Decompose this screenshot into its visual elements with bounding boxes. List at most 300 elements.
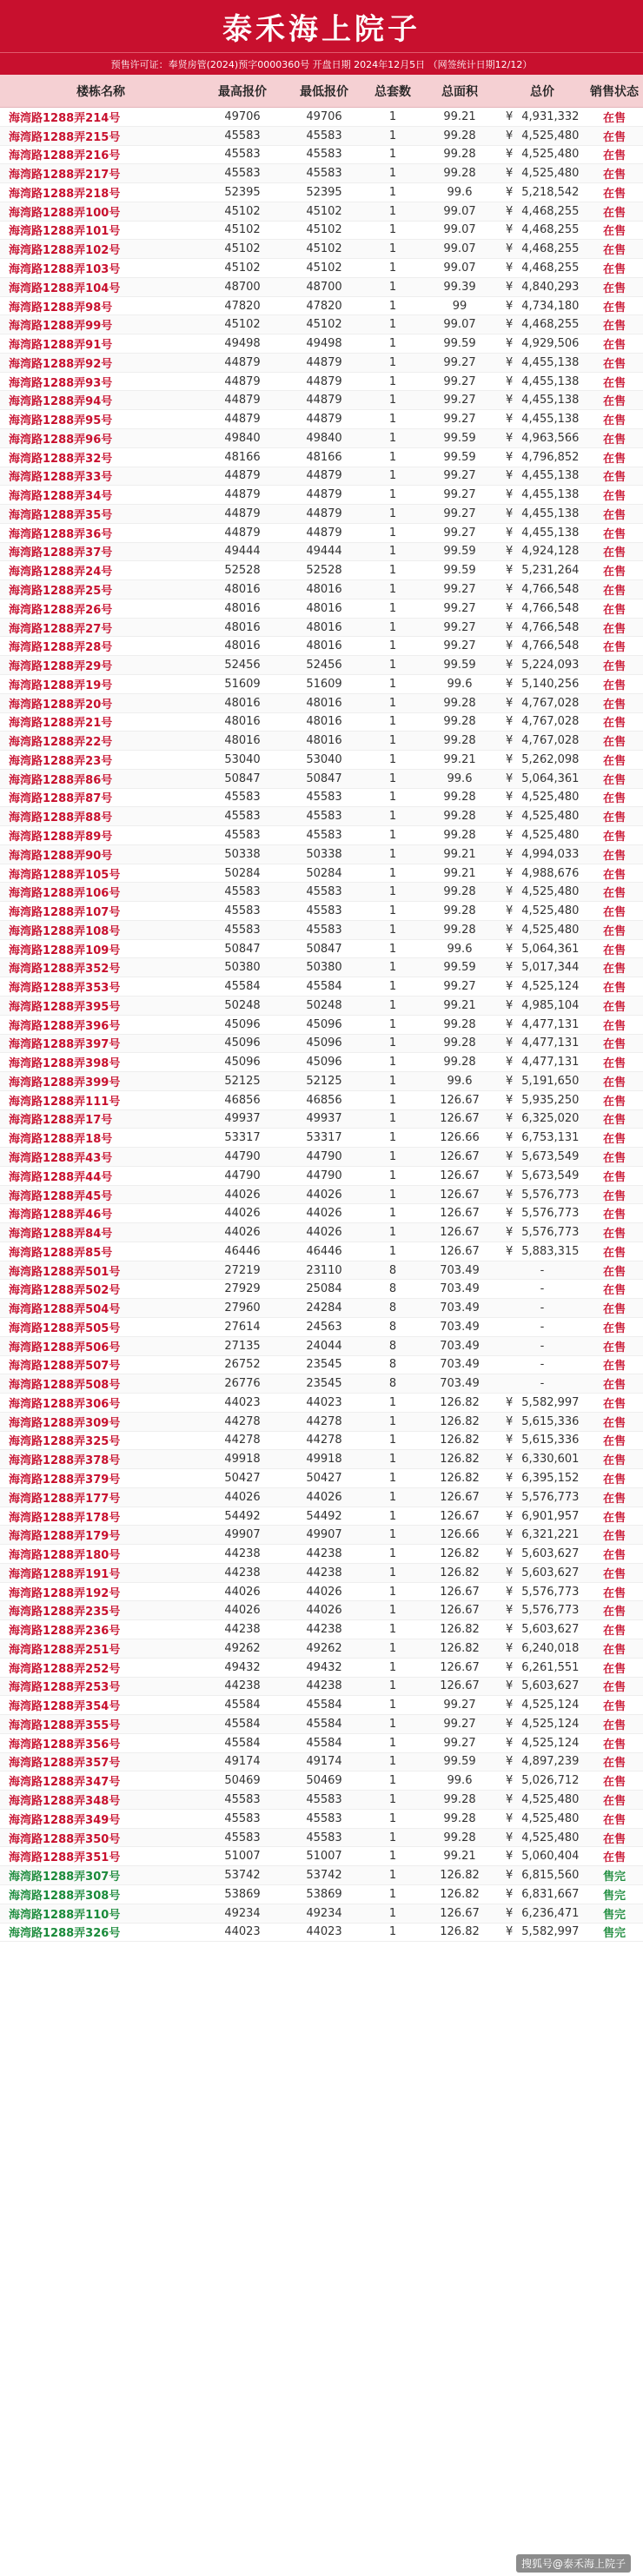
cell-building-name: 海湾路1288弄306号 [0,1394,202,1413]
cell-total-price [499,183,586,202]
table-row [0,410,643,429]
cell-total-area: 99.6 [421,1072,499,1091]
cell-total-area: 99.6 [421,769,499,788]
cell-min-price: 50847 [283,769,365,788]
cell-min-price: 46856 [283,1090,365,1109]
cell-unit-count: 1 [365,788,421,807]
cell-total-price [499,447,586,467]
cell-max-price: 52125 [202,1072,283,1091]
cell-total-area: 99.59 [421,958,499,977]
cell-total-area: 99.21 [421,996,499,1015]
cell-unit-count: 1 [365,391,421,410]
table-row [0,1809,643,1828]
currency-symbol: ¥ [506,734,514,748]
cell-sales-status: 在售 [586,1487,643,1507]
cell-min-price: 49432 [283,1658,365,1677]
cell-total-price [499,259,586,278]
cell-min-price: 52125 [283,1072,365,1091]
cell-total-price [499,1696,586,1715]
cell-total-price [499,788,586,807]
cell-total-area: 126.67 [421,1904,499,1923]
cell-building-name: 海湾路1288弄105号 [0,864,202,883]
cell-unit-count: 1 [365,1733,421,1752]
total-price-value: 5,191,650 [521,1074,580,1088]
cell-unit-count: 1 [365,844,421,864]
cell-min-price: 50248 [283,996,365,1015]
total-price-value: 4,525,480 [521,810,580,824]
cell-min-price: 47820 [283,296,365,315]
total-price-value: 5,603,627 [521,1623,580,1637]
cell-total-price [499,580,586,599]
table-row [0,334,643,354]
cell-max-price: 53040 [202,751,283,770]
cell-building-name: 海湾路1288弄85号 [0,1242,202,1261]
cell-total-area: 99 [421,296,499,315]
cell-max-price: 45583 [202,788,283,807]
table-row [0,277,643,296]
cell-total-area: 99.27 [421,1715,499,1734]
cell-sales-status: 在售 [586,1242,643,1261]
header-unit-count: 总套数 [365,75,421,108]
cell-building-name: 海湾路1288弄93号 [0,372,202,391]
currency-symbol: ¥ [506,1414,514,1428]
cell-sales-status: 在售 [586,108,643,127]
cell-building-name: 海湾路1288弄35号 [0,505,202,524]
cell-total-price [499,240,586,259]
cell-total-area: 99.59 [421,656,499,675]
table-row [0,429,643,448]
cell-sales-status: 在售 [586,1034,643,1053]
cell-unit-count: 1 [365,1620,421,1639]
table-row [0,656,643,675]
cell-min-price: 45096 [283,1034,365,1053]
total-price-value: 5,603,627 [521,1679,580,1693]
cell-sales-status: 在售 [586,542,643,561]
cell-sales-status: 在售 [586,1601,643,1620]
cell-building-name: 海湾路1288弄253号 [0,1677,202,1696]
cell-building-name: 海湾路1288弄92号 [0,353,202,372]
table-row [0,1526,643,1545]
total-price-value: 4,766,548 [521,601,580,615]
cell-min-price: 48166 [283,447,365,467]
cell-unit-count: 1 [365,599,421,618]
cell-unit-count: 1 [365,410,421,429]
total-price-value: 5,064,361 [521,942,580,956]
cell-max-price: 45583 [202,1828,283,1847]
currency-symbol: ¥ [506,1850,514,1864]
total-price-value: 4,840,293 [521,280,580,294]
cell-total-price [499,712,586,732]
cell-total-area: 99.27 [421,523,499,542]
currency-symbol: ¥ [506,148,514,162]
cell-max-price: 45583 [202,164,283,183]
cell-total-area: 99.28 [421,693,499,712]
cell-min-price: 44238 [283,1563,365,1582]
cell-total-area: 99.59 [421,542,499,561]
total-price-value: 5,615,336 [521,1414,580,1428]
cell-sales-status: 在售 [586,1355,643,1374]
cell-unit-count: 1 [365,126,421,145]
cell-total-area: 99.28 [421,1034,499,1053]
cell-unit-count: 1 [365,883,421,902]
cell-min-price: 44879 [283,505,365,524]
cell-total-area: 99.28 [421,788,499,807]
cell-sales-status: 在售 [586,1469,643,1488]
cell-max-price: 45584 [202,977,283,997]
total-price-value: 4,477,131 [521,1056,580,1069]
cell-sales-status: 在售 [586,769,643,788]
total-price-value: 4,468,255 [521,223,580,237]
currency-symbol: ¥ [506,866,514,880]
cell-sales-status: 在售 [586,296,643,315]
currency-symbol: ¥ [506,1244,514,1258]
cell-max-price: 52528 [202,561,283,580]
currency-symbol: ¥ [506,1566,514,1579]
cell-building-name: 海湾路1288弄89号 [0,826,202,845]
cell-total-price [499,883,586,902]
cell-building-name: 海湾路1288弄504号 [0,1299,202,1318]
cell-unit-count: 1 [365,202,421,221]
cell-sales-status: 在售 [586,693,643,712]
cell-sales-status: 在售 [586,1771,643,1791]
cell-total-price [499,561,586,580]
cell-min-price: 44238 [283,1620,365,1639]
cell-unit-count: 1 [365,769,421,788]
cell-total-price [499,1431,586,1450]
cell-min-price: 24284 [283,1299,365,1318]
cell-max-price: 49706 [202,108,283,127]
cell-unit-count: 8 [365,1299,421,1318]
cell-total-area: 99.59 [421,447,499,467]
cell-min-price: 53317 [283,1129,365,1148]
cell-max-price: 45102 [202,259,283,278]
cell-max-price: 46446 [202,1242,283,1261]
cell-building-name: 海湾路1288弄191号 [0,1563,202,1582]
cell-total-price [499,1412,586,1431]
cell-sales-status: 在售 [586,164,643,183]
total-price-value: 4,468,255 [521,262,580,275]
table-row [0,1374,643,1394]
cell-min-price: 45583 [283,902,365,921]
currency-symbol: ¥ [506,1453,514,1467]
total-price-value: 5,017,344 [521,961,580,975]
table-row [0,1828,643,1847]
cell-building-name: 海湾路1288弄34号 [0,486,202,505]
cell-unit-count: 1 [365,467,421,486]
total-price-value: 5,582,997 [521,1395,580,1409]
total-price-value: 4,525,480 [521,1811,580,1825]
total-price-value: 4,477,131 [521,1017,580,1031]
cell-max-price: 26776 [202,1374,283,1394]
cell-total-price [499,1223,586,1242]
cell-unit-count: 1 [365,1582,421,1601]
currency-symbol: ¥ [506,1131,514,1145]
cell-max-price: 49918 [202,1450,283,1469]
cell-total-price [499,1601,586,1620]
total-price-value: 4,897,239 [521,1755,580,1769]
cell-sales-status: 售完 [586,1923,643,1942]
cell-min-price: 50847 [283,939,365,958]
cell-building-name: 海湾路1288弄37号 [0,542,202,561]
currency-symbol: ¥ [506,262,514,275]
cell-unit-count: 1 [365,334,421,354]
table-row [0,826,643,845]
table-row [0,391,643,410]
cell-sales-status: 在售 [586,259,643,278]
cell-min-price: 48016 [283,580,365,599]
total-price-value: 4,525,124 [521,1717,580,1731]
cell-total-price [499,1318,586,1337]
cell-building-name: 海湾路1288弄96号 [0,429,202,448]
cell-building-name: 海湾路1288弄21号 [0,712,202,732]
cell-max-price: 45583 [202,1809,283,1828]
header-max-price: 最高报价 [202,75,283,108]
cell-total-area: 126.67 [421,1204,499,1223]
cell-unit-count: 1 [365,1109,421,1129]
cell-unit-count: 8 [365,1374,421,1394]
total-price-value: 5,615,336 [521,1434,580,1447]
cell-max-price: 27960 [202,1299,283,1318]
cell-total-price [499,920,586,939]
cell-sales-status: 在售 [586,958,643,977]
total-price-value: 4,468,255 [521,318,580,332]
cell-min-price: 49706 [283,108,365,127]
cell-building-name: 海湾路1288弄378号 [0,1450,202,1469]
table-row [0,145,643,164]
total-price-value: 5,218,542 [521,185,580,199]
cell-unit-count: 1 [365,1450,421,1469]
cell-unit-count: 1 [365,1904,421,1923]
cell-building-name: 海湾路1288弄98号 [0,296,202,315]
cell-total-price [499,1847,586,1866]
cell-min-price: 48016 [283,693,365,712]
currency-symbol: ¥ [506,923,514,937]
cell-unit-count: 8 [365,1280,421,1299]
total-price-value: - [540,1320,545,1334]
cell-total-price [499,1336,586,1355]
cell-building-name: 海湾路1288弄218号 [0,183,202,202]
cell-building-name: 海湾路1288弄29号 [0,656,202,675]
table-row [0,1412,643,1431]
table-row [0,467,643,486]
cell-sales-status: 在售 [586,1715,643,1734]
total-price-value: 6,815,560 [521,1869,580,1883]
table-row [0,1791,643,1810]
cell-min-price: 45583 [283,145,365,164]
cell-max-price: 49937 [202,1109,283,1129]
cell-total-price [499,1526,586,1545]
currency-symbol: ¥ [506,1169,514,1182]
total-price-value: 5,673,549 [521,1149,580,1163]
currency-symbol: ¥ [506,847,514,861]
cell-sales-status: 在售 [586,977,643,997]
cell-sales-status: 在售 [586,1280,643,1299]
total-price-value: 5,673,549 [521,1169,580,1182]
cell-unit-count: 1 [365,807,421,826]
total-price-value: 4,988,676 [521,866,580,880]
table-row [0,977,643,997]
cell-building-name: 海湾路1288弄398号 [0,1053,202,1072]
table-row [0,296,643,315]
cell-max-price: 44023 [202,1394,283,1413]
total-price-value: - [540,1339,545,1353]
currency-symbol: ¥ [506,1509,514,1523]
cell-building-name: 海湾路1288弄106号 [0,883,202,902]
cell-total-area: 126.67 [421,1242,499,1261]
cell-sales-status: 在售 [586,732,643,751]
cell-unit-count: 1 [365,164,421,183]
cell-min-price: 53040 [283,751,365,770]
cell-sales-status: 在售 [586,1015,643,1034]
cell-min-price: 45583 [283,826,365,845]
total-price-value: 5,064,361 [521,771,580,785]
total-price-value: 4,924,128 [521,545,580,559]
cell-unit-count: 1 [365,958,421,977]
cell-sales-status: 在售 [586,1847,643,1866]
total-price-value: 4,734,180 [521,299,580,313]
total-price-value: 6,261,551 [521,1660,580,1674]
cell-min-price: 45096 [283,1015,365,1034]
cell-max-price: 27135 [202,1336,283,1355]
cell-total-price [499,296,586,315]
currency-symbol: ¥ [506,1112,514,1126]
cell-building-name: 海湾路1288弄397号 [0,1034,202,1053]
cell-min-price: 49907 [283,1526,365,1545]
cell-max-price: 51609 [202,674,283,693]
cell-building-name: 海湾路1288弄325号 [0,1431,202,1450]
cell-max-price: 48016 [202,637,283,656]
cell-max-price: 45583 [202,1791,283,1810]
cell-building-name: 海湾路1288弄20号 [0,693,202,712]
cell-building-name: 海湾路1288弄101号 [0,221,202,240]
cell-max-price: 48016 [202,732,283,751]
currency-symbol: ¥ [506,129,514,142]
cell-min-price: 45584 [283,1696,365,1715]
cell-unit-count: 1 [365,580,421,599]
cell-unit-count: 1 [365,542,421,561]
cell-sales-status: 售完 [586,1866,643,1885]
cell-unit-count: 1 [365,732,421,751]
cell-min-price: 45583 [283,126,365,145]
cell-min-price: 45583 [283,788,365,807]
cell-unit-count: 1 [365,1431,421,1450]
cell-building-name: 海湾路1288弄252号 [0,1658,202,1677]
table-row [0,353,643,372]
cell-sales-status: 在售 [586,1166,643,1185]
cell-min-price: 52395 [283,183,365,202]
cell-max-price: 45096 [202,1034,283,1053]
cell-unit-count: 1 [365,1545,421,1564]
cell-unit-count: 1 [365,1166,421,1185]
cell-total-area: 99.28 [421,712,499,732]
cell-unit-count: 1 [365,1090,421,1109]
currency-symbol: ¥ [506,223,514,237]
currency-symbol: ¥ [506,1925,514,1939]
currency-symbol: ¥ [506,109,514,123]
total-price-value: 4,455,138 [521,374,580,388]
table-row [0,693,643,712]
cell-unit-count: 1 [365,1148,421,1167]
table-row [0,788,643,807]
cell-total-price [499,732,586,751]
cell-building-name: 海湾路1288弄84号 [0,1223,202,1242]
cell-min-price: 44023 [283,1923,365,1942]
cell-total-price [499,164,586,183]
cell-sales-status: 在售 [586,1129,643,1148]
currency-symbol: ¥ [506,791,514,805]
cell-unit-count: 8 [365,1355,421,1374]
cell-total-area: 126.67 [421,1166,499,1185]
page-title: 泰禾海上院子 [0,0,643,52]
cell-unit-count: 1 [365,1204,421,1223]
cell-min-price: 45583 [283,920,365,939]
cell-max-price: 45583 [202,145,283,164]
cell-total-price [499,1923,586,1942]
cell-building-name: 海湾路1288弄348号 [0,1791,202,1810]
cell-min-price: 44026 [283,1223,365,1242]
table-row [0,1318,643,1337]
cell-max-price: 44026 [202,1223,283,1242]
cell-min-price: 49262 [283,1639,365,1659]
cell-sales-status: 在售 [586,1223,643,1242]
cell-building-name: 海湾路1288弄109号 [0,939,202,958]
cell-total-price [499,410,586,429]
cell-sales-status: 在售 [586,1431,643,1450]
cell-sales-status: 在售 [586,1563,643,1582]
cell-max-price: 45096 [202,1053,283,1072]
cell-sales-status: 在售 [586,240,643,259]
table-row [0,1545,643,1564]
cell-sales-status: 在售 [586,1582,643,1601]
cell-sales-status: 在售 [586,844,643,864]
currency-symbol: ¥ [506,1699,514,1712]
cell-total-area: 99.6 [421,183,499,202]
cell-max-price: 44879 [202,353,283,372]
cell-sales-status: 在售 [586,523,643,542]
cell-total-area: 99.27 [421,486,499,505]
cell-building-name: 海湾路1288弄33号 [0,467,202,486]
cell-unit-count: 8 [365,1318,421,1337]
cell-total-area: 99.27 [421,580,499,599]
cell-total-price [499,939,586,958]
cell-max-price: 49907 [202,1526,283,1545]
cell-total-area: 126.67 [421,1507,499,1526]
cell-total-area: 99.28 [421,1791,499,1810]
cell-building-name: 海湾路1288弄352号 [0,958,202,977]
total-price-value: 4,455,138 [521,469,580,483]
cell-total-price [499,674,586,693]
cell-max-price: 44879 [202,467,283,486]
table-row [0,883,643,902]
cell-building-name: 海湾路1288弄19号 [0,674,202,693]
cell-min-price: 45584 [283,1733,365,1752]
table-row [0,126,643,145]
cell-max-price: 49234 [202,1904,283,1923]
cell-total-area: 703.49 [421,1336,499,1355]
cell-max-price: 27614 [202,1318,283,1337]
total-price-value: 4,455,138 [521,526,580,540]
currency-symbol: ¥ [506,1755,514,1769]
cell-total-price [499,1752,586,1771]
cell-total-price [499,353,586,372]
total-price-value: 4,767,028 [521,734,580,748]
total-price-value: 5,224,093 [521,659,580,672]
cell-building-name: 海湾路1288弄217号 [0,164,202,183]
cell-total-area: 99.07 [421,240,499,259]
cell-total-area: 126.66 [421,1129,499,1148]
cell-total-price [499,523,586,542]
cell-unit-count: 1 [365,1507,421,1526]
